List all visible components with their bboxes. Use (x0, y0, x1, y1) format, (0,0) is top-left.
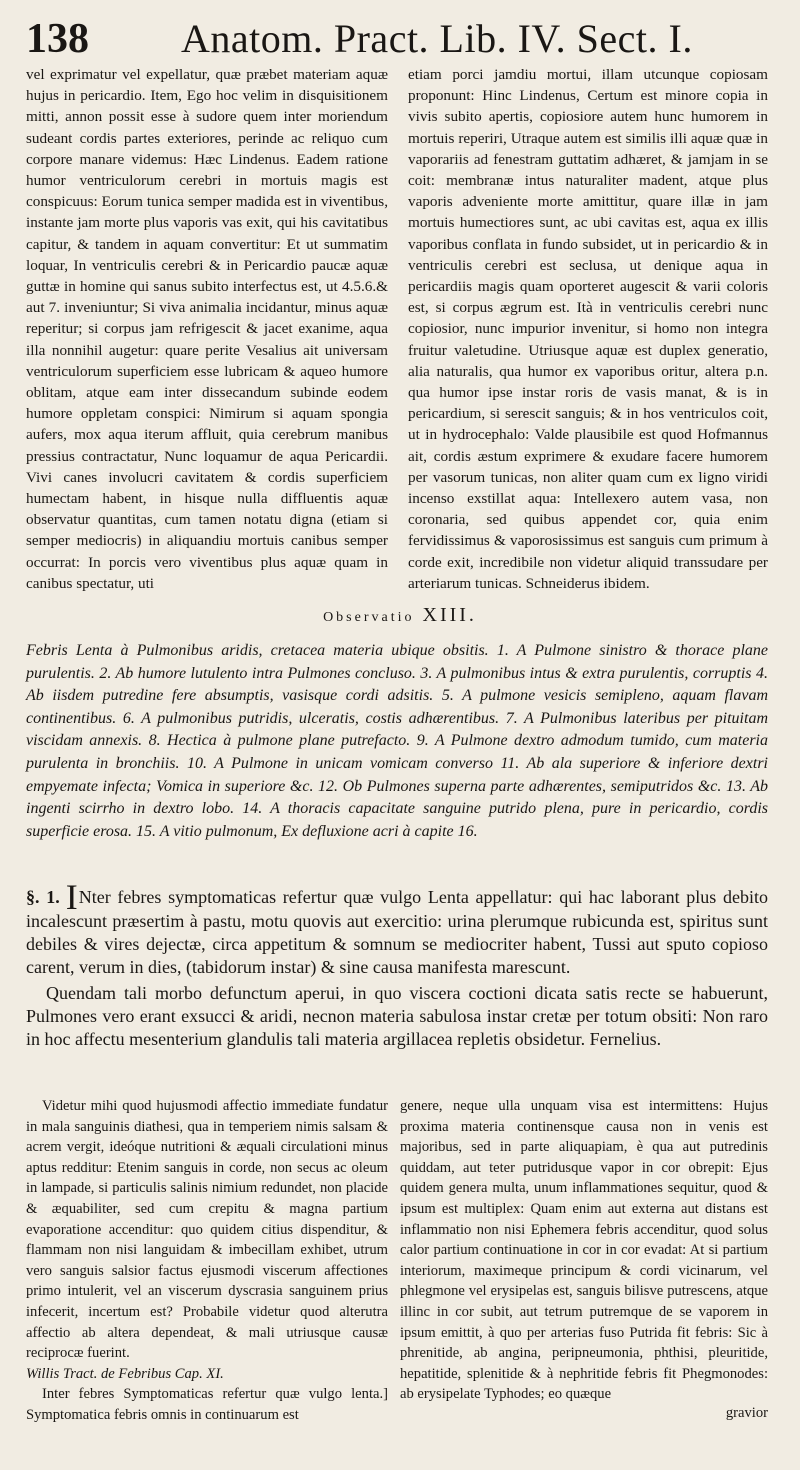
bottom-right-paragraph: genere, neque ulla unquam visa est intermittens: Hujus proxima materia continensque causa non in venis est majoribus, sed in parte aliquapiam, è qua aut putredinis quiddam, aut teter putridusque vapor in cor obrepit: Ejus quidem genera multa, unum inflammationes sequitur, quod & ipsum est multiplex: Quam enim aut externa aut distans est inflammatio non nisi Ephemera febris accenditur, quod solus calor partium continuatione in cor in cor evadat: At si partium interiorum, maximeque principum & cordi vicinarum, vel phlegmone vel erysipelas est, sanguis bilisve putrescens, atque illinc in cor subit, aut tetrum putremque de se vaporem in ipsum emittit, à quo per arterias fuso Putrida fit febris: Sic à phrenitide, ab angina, peripneumonia, phthisi, pleuritide, hepatitide, splenitide & à nephritide febris fit Phegmonodes: ab erysipelate Typhodes; eo quæque (400, 1098, 768, 1403)
observation-heading (0, 598, 800, 635)
summary-text: Febris Lenta à Pulmonibus aridis, cretacea materia ubique obsitis. 1. A Pulmone sinistro & thorace plane purulentis. 2. Ab humore lutulento intra Pulmones concluso. 3. A pulmonibus intus & extra purulentis, corruptis 4. Ab iisdem putredine fere absumptis, vasisque cordi adsitis. 5. A pulmone vesicis semipleno, aquam flavam continentibus. 6. A pulmonibus putridis, ulceratis, costis adhærentibus. 7. A Pulmonibus lateribus per pituitam viscidam annexis. 8. Hectica à pulmone plane putrefacto. 9. A Pulmone dextro admodum tumido, cum materia purulenta in bronchiis. 10. A Pulmone in unicam vomicam converso 11. Ab ala superiore & inferiore dextri empyemate infecta; Vomica in superiore &c. 12. Ob Pulmones superna parte adhærentes, semiputridos &c. 13. Ab ingenti scirrho in dextro lobo. 14. A thoracis capacitate sanguine putrido plena, pure in pericardio, cordis superficie erosa. 15. A vitio pulmonum, Ex defluxione acri à capite 16. (26, 642, 768, 840)
section-mark: §. 1. (26, 887, 60, 907)
main-text (26, 877, 769, 1051)
catchword: gravior (725, 1404, 768, 1421)
bottom-left-column (26, 1096, 388, 1426)
running-head (26, 14, 766, 64)
main-paragraph-1 (26, 877, 769, 980)
citation: Willis Tract. de Febribus Cap. XI. (26, 1365, 224, 1382)
top-left-column (26, 64, 388, 594)
observation-summary (26, 640, 768, 843)
main-paragraph-1-text: Nter febres symptomaticas refertur quæ vulgo Lenta appellatur: qui hac laborant plus debito incalescunt præsertim à pastu, motu quovis aut exercitio: urina plerumque rubicunda est, spiritus sunt debiles & vires dejectæ, circa appetitum & somnum se mediocriter habent, Tussi aut sputo copioso carent, verum in dies, (tabidorum instar) & sine causa manifesta marescunt. (26, 887, 769, 978)
annotation-note: Inter febres Symptomaticas refertur quæ vulgo lenta.] Symptomatica febris omnis in continuarum est (26, 1386, 388, 1423)
running-title: Anatom. Pract. Lib. IV. Sect. I. (181, 16, 693, 61)
observation-number: XIII. (422, 604, 477, 626)
bottom-left-paragraph: Videtur mihi quod hujusmodi affectio immediate fundatur in mala sanguinis diathesi, qua in temperiem nimis salsam & acrem vergit, ideóque nutritioni & æquali circulationi minus aptus redditur: Etenim sanguis in corde, non secus ac oleum in lampade, si particulis salinis nimium redundet, non placide & æquabiliter, sed cum crepitu & magna partium evaporatione accenditur: quo quidem citius dispenditur, & flammam non nisi languidam & imbecillam exhibet, utrum vero sanguis salsior factus ejusmodi viscerum affectiones primo intulerit, vel an viscerum dyscrasia sanguinem prius infecerit, incertum est? Probabile videtur quod alterutra affectio ab altera dependeat, & mali utriusque causæ reciprocæ fuerint. (26, 1098, 388, 1362)
observation-label: Observatio (323, 610, 415, 625)
drop-initial: I (65, 877, 78, 917)
top-right-column (408, 64, 768, 594)
top-right-paragraph: etiam porci jamdiu mortui, illam utcunque copiosam proponunt: Hinc Lindenus, Certum est minore copia in vivis subito apertis, copiosiore autem hunc humorem in mortuis reperiri, Utraque autem est similis illi aquæ quæ in vaporariis ad fenestram guttatim adhæret, & jamjam in se coit: membranæ intus naturaliter madent, atque plus vaporis adveniente morte amittitur, quare illæ in jam mortuis humectiores sunt, ac ubi cavitas est, aqua ex illis vaporibus conflata in fundo subsidet, ut in pericardio & in ventriculis cerebri est seclusa, ut denique aqua in pericardiis magis quam oporteret augescit & varii coloris est, si corpus ægrum est. Ità in ventriculis cerebri nunc copiosior, nunc impurior invenitur, si homo non integra fruitur valetudine. Utriusque aquæ est duplex generatio, alia naturalis, qua humor ex vaporibus oritur, altera p.n. qua humor ipse instar roris de vasis manat, & is in pericardium, si serescit sanguis; & in hos ventriculos coit, ut in hydrocephalo: Valde plausibile est quod Hofmannus ait, cordis æstum exprimere & exudare facere humorem per vasorum tunicas, non aliter quam cum ex ligno viridi incenso exstillat aqua: Intellexero autem vasa, non coronaria, sed quibus appendet cor, quia enim fervidissimus & vaporosissimus est sanguis cum primum à corde exit, incredibile non videtur aliquid transsudare per arteriarum tunicas. Schneiderus ibidem. (408, 66, 768, 592)
main-paragraph-2: Quendam tali morbo defunctum aperui, in quo viscera coctioni dicata satis recte se habuerunt, Pulmones vero erant exsucci & aridi, necnon materia sabulosa instar cretæ per totum obsiti: Non raro in hoc affectu mesenterium glandulis tali materia argillacea repletis obsidetur. Fernelius. (26, 982, 768, 1050)
page-number: 138 (26, 16, 89, 62)
top-left-paragraph: vel exprimatur vel expellatur, quæ præbet materiam aquæ hujus in pericardio. Item, Ego hoc velim in disquisitionem mitti, annon possit esse à sudore quem inter moriendum sudeant cordis partes exteriores, perinde ac reliquo cum corpore manare videmus: Hæc Lindenus. Eadem ratione humor ventriculorum cerebri in mortuis magis est conspicuus: Eorum tunica semper madida est in viventibus, instante jam morte plus vaporis vas exit, qui his cavitatibus capitur, & tandem in aquam convertitur: Et ut summatim loquar, In ventriculis cerebri & in Pericardio paucæ aquæ guttæ in homine qui sanus subito interfectus est, ut 4.5.6.& aut 7. inveniuntur; Si viva animalia incidantur, minus aquæ reperitur; si corpus jam refrigescit & jacet exanime, aqua illa nonnihil augetur: quare perite Vesalius ait universam ventriculorum superficiem esse lubricam & aqueo humore oblitam, atque eam inter dissecandum subinde eodem humore oppletam conspici: Nimirum si aquam spongia aufers, mox aqua iterum affluit, quia cerebrum manibus pressius contractatur, Nunc loquamur de aqua Pericardii. Vivi canes involucri cavitatem & cordis superficiem humectam habent, in hisque nulla diffluentis aquæ observatur quantitas, cum tamen notatu digna (etiam si semper mediocris) in aliquandiu mortuis canibus semper occurrat: In porcis vero viventibus plus aquæ quam in canibus spectatur, uti (26, 66, 388, 592)
bottom-right-column (400, 1096, 768, 1424)
